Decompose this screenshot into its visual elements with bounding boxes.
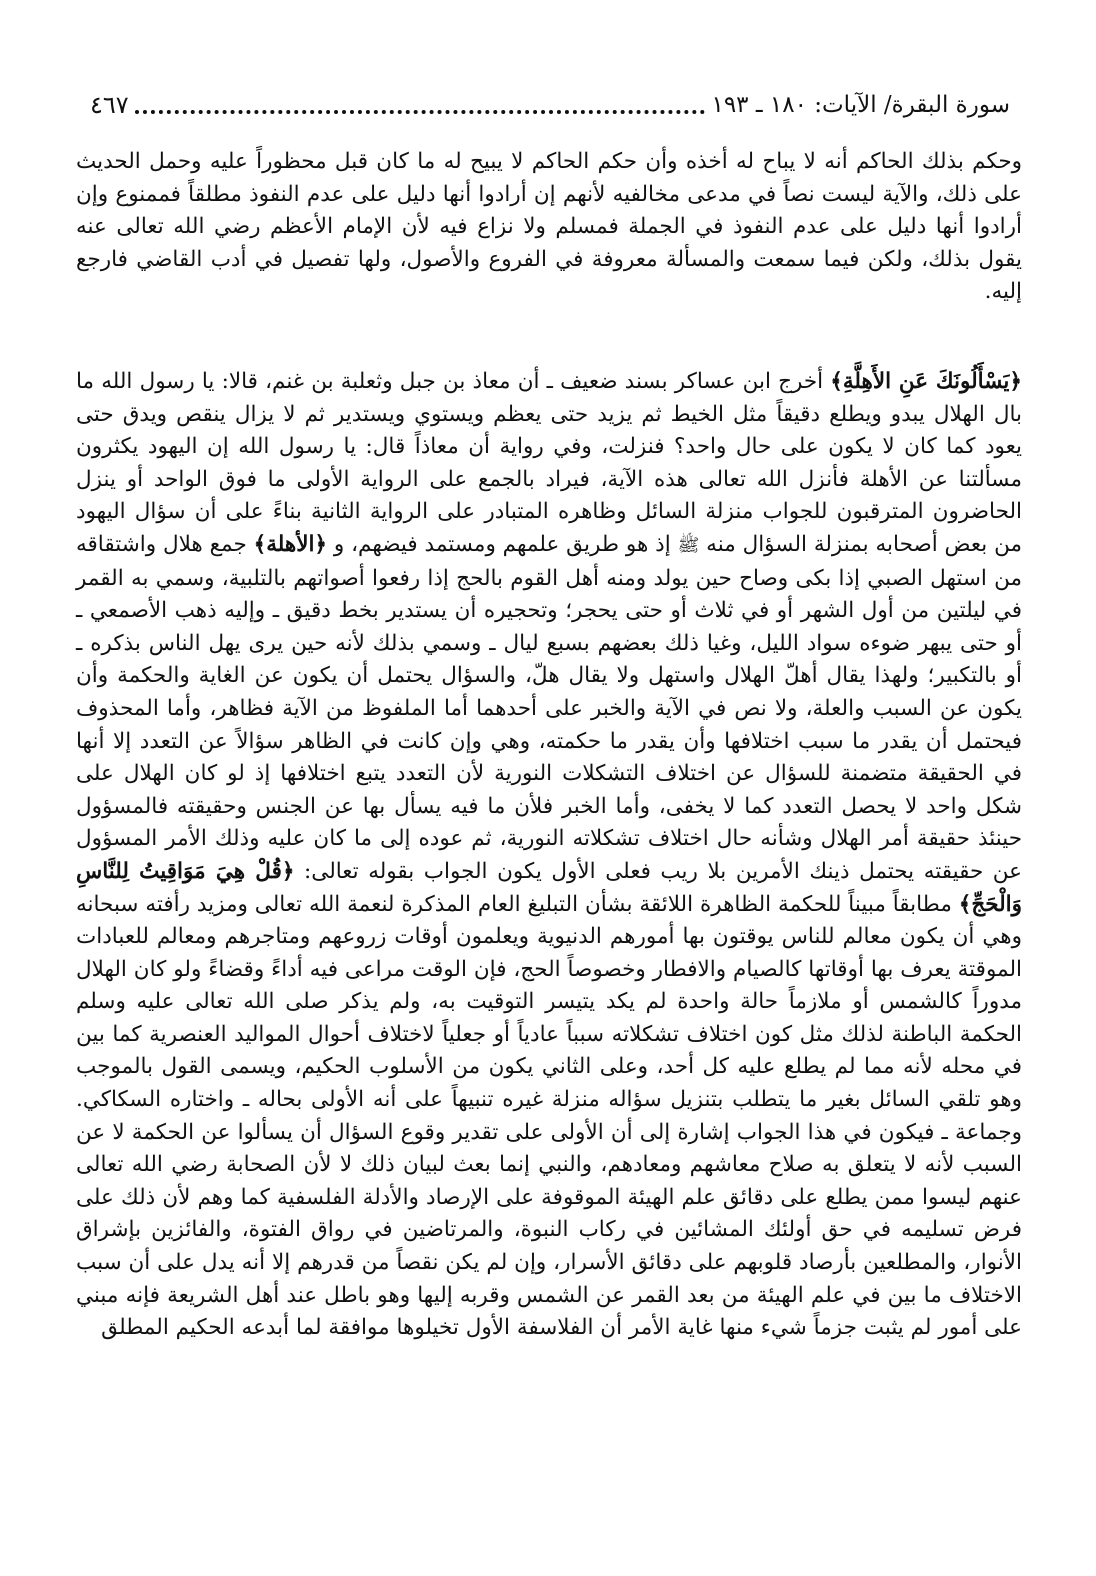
page-number: ٤٦٧ bbox=[90, 91, 129, 119]
commentary-text-1: أخرج ابن عساكر بسند ضعيف ـ أن معاذ بن جبل وثعلبة بن غنم، قالا: يا رسول الله ما بال الهلال يبدو ويطلع دقيقاً مثل الخيط ثم يزيد حتى يعظم ويستوي ويستدير ثم لا يزال ينقص ويدق حتى يعود كما كان لا يكون على حال واحد؟ فنزلت، وفي رواية أن معاذاً قال: يا رسول الله إن اليهود يكثرون مسألتنا عن الأهلة فأنزل الله تعالى هذه الآية، فيراد بالجمع على الرواية الأولى ما فوق الواحد أو ينزل الحاضرون المترقبون للجواب منزلة السائل وظاهره المتبادر على الرواية الثانية بناءً على أن سؤال اليهود من بعض أصحابه بمنزلة السؤال منه bbox=[76, 369, 1022, 557]
quran-verse-2: ﴿الأهلة﴾ bbox=[253, 531, 328, 557]
running-head-title: سورة البقرة/ الآيات: ١٨٠ ـ ١٩٣ bbox=[711, 92, 1010, 118]
quran-verse-3: ﴿قُلْ هِيَ مَوَاقِيتُ لِلنَّاسِ وَالْحَجِّ﴾ bbox=[76, 858, 1022, 917]
commentary-text-4: مطابقاً مبيناً للحكمة الظاهرة اللائقة بشأن التبليغ العام المذكرة لنعمة الله تعالى ومزيد رأفته سبحانه وهي أن يكون معالم للناس يوقتون بها أمورهم الدنيوية ويعلمون أوقات زروعهم ومتاجرهم ومعالم للعبادات الموقتة يعرف بها أوقاتها كالصيام والافطار وخصوصاً الحج، فإن الوقت مراعى فيه أداءً وقضاءً ولو كان الهلال مدوراً كالشمس أو ملازماً حالة واحدة لم يكد يتيسر التوقيت به، ولم يذكر صلى الله تعالى عليه وسلم الحكمة الباطنة لذلك مثل كون اختلاف تشكلاته سبباً عادياً أو جعلياً لاختلاف أحوال المواليد العنصرية كما بين في محله لأنه مما لم يطلع عليه كل أحد، وعلى الثاني يكون من الأسلوب الحكيم، ويسمى القول بالموجب وهو تلقي السائل بغير ما يتطلب بتنزيل سؤاله منزلة غيره تنبيهاً على أنه الأولى بحاله ـ واختاره السكاكي. وجماعة ـ فيكون في هذا الجواب إشارة إلى أن الأولى على تقدير وقوع السؤال أن يسألوا عن الحكمة لا عن السبب لأنه لا يتعلق به صلاح معاشهم ومعادهم، والنبي إنما بعث لبيان ذلك لا لأن الصحابة رضي الله تعالى عنهم ليسوا ممن يطلع على دقائق علم الهيئة الموقوفة على الإرصاد والأدلة الفلسفية كما وهم لأن ذلك على فرض تسليمه في حق أولئك المشائين في ركاب النبوة، والمرتاضين في رواق الفتوة، والفائزين بإشراق الأنوار، والمطلعين بأرصاد قلوبهم على دقائق الأسرار، وإن لم يكن نقصاً من قدرهم إلا أنه يدل على أن سبب الاختلاف ما بين في علم الهيئة من بعد القمر عن الشمس وقربه إليها وهو باطل عند أهل الشريعة فإنه مبني على أمور لم يثبت جزماً شيء منها غاية الأمر أن الفلاسفة الأول تخيلوها موافقة لما أبدعه الحكيم المطلق bbox=[76, 891, 1022, 1341]
leader-dots bbox=[135, 110, 706, 114]
running-head bbox=[90, 84, 1010, 120]
body-paragraph-1 bbox=[76, 146, 1022, 309]
paragraph-text: وحكم بذلك الحاكم أنه لا يباح له أخذه وأن حكم الحاكم لا يبيح له ما كان قبل محظوراً عليه وحمل الحديث على ذلك، والآية ليست نصاً في مدعى مخالفيه لأنهم إن أرادوا أنها دليل على عدم النفوذ مطلقاً فممنوع وإن أرادوا أنها دليل على عدم النفوذ في الجملة فمسلم ولا نزاع فيه لأن الإمام الأعظم رضي الله تعالى عنه يقول بذلك، ولكن فيما سمعت والمسألة معروفة في الفروع والأصول، ولها تفصيل في أدب القاضي فارجع إليه. bbox=[76, 149, 1022, 305]
commentary-text-3: جمع هلال واشتقاقه من استهل الصبي إذا بكى وصاح حين يولد ومنه أهل القوم بالحج إذا رفعوا أصواتهم بالتلبية، وسمي به القمر في ليلتين من أول الشهر أو في ثلاث أو حتى يحجر؛ وتحجيره أن يستدير بخط دقيق ـ وإليه ذهب الأصمعي ـ أو حتى يبهر ضوءه سواد الليل، وغيا ذلك بعضهم بسبع ليال ـ وسمي بذلك لأنه حين يرى يهل الناس بذكره ـ أو بالتكبير؛ ولهذا يقال أهلّ الهلال واستهل ولا يقال هلّ، والسؤال يحتمل أن يكون عن الغاية والحكمة وأن يكون عن السبب والعلة، ولا نص في الآية والخبر على أحدهما أما الملفوظ من الآية فظاهر، وأما المحذوف فيحتمل أن يقدر ما سبب اختلافها وأن يقدر ما حكمته، وهي وإن كانت في الظاهر سؤالاً عن التعدد إلا أنها في الحقيقة متضمنة للسؤال عن اختلاف التشكلات النورية لأن التعدد يتبع اختلافها إذ لو كان الهلال على شكل واحد لا يحصل التعدد كما لا يخفى، وأما الخبر فلأن ما فيه يسأل بها عن الجنس وحقيقته فالمسؤول حينئذ حقيقة أمر الهلال وشأنه حال اختلاف تشكلاته النورية، ثم عوده إلى ما كان عليه وذلك الأمر المسؤول عن حقيقته يحتمل ذينك الأمرين بلا ريب فعلى الأول يكون الجواب بقوله تعالى: bbox=[76, 531, 1023, 884]
body-paragraph-2 bbox=[76, 366, 1022, 1345]
paragraph-text bbox=[76, 366, 1022, 1345]
commentary-text-2: إذ هو طريق علمهم ومستمد فيضهم، و bbox=[327, 531, 678, 557]
quran-verse-1: ﴿يَسْأَلُونَكَ عَنِ الأَهِلَّةِ﴾ bbox=[830, 369, 1022, 394]
honorific-ligature: ﷺ bbox=[677, 534, 700, 556]
